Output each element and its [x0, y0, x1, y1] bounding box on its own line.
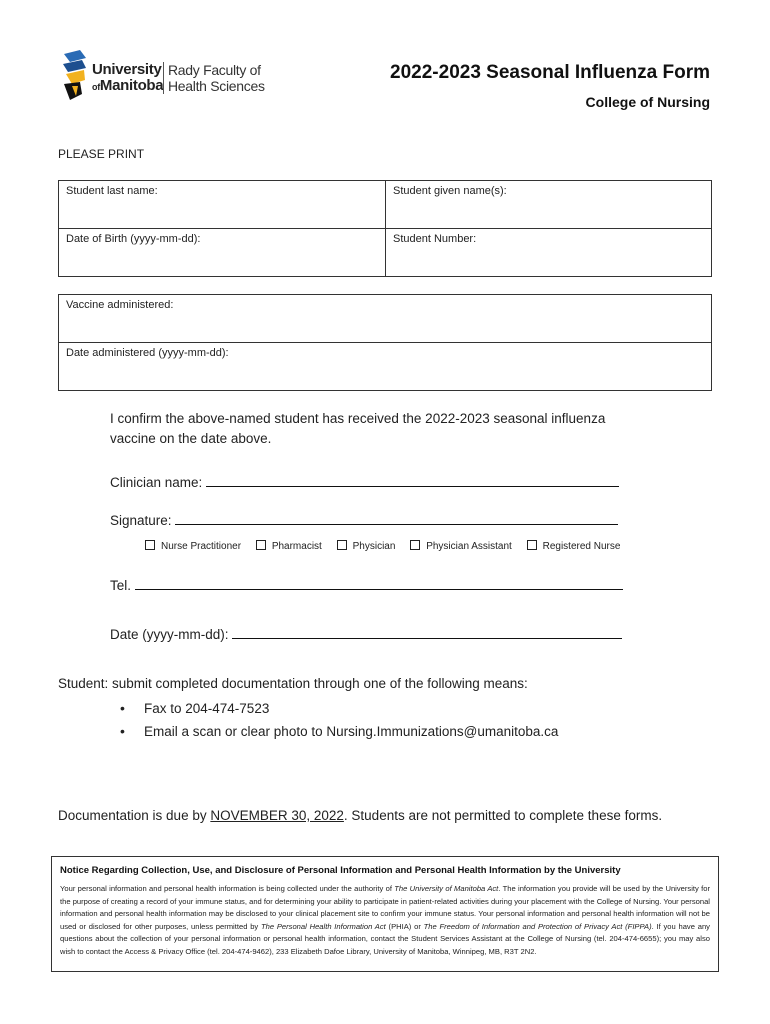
role-option-pharmacist[interactable]: Pharmacist: [256, 541, 322, 552]
clinician-name-row: [110, 472, 619, 490]
clinician-role-checkboxes: [145, 540, 632, 552]
checkbox-icon[interactable]: [145, 540, 155, 550]
checkbox-icon[interactable]: [527, 540, 537, 550]
vaccine-info-table: [58, 294, 712, 391]
clinician-date-row: [110, 624, 622, 642]
confirmation-statement: I confirm the above-named student has received the 2022-2023 seasonal influenza vaccine on the date above.: [110, 411, 606, 446]
date-administered-label: Date administered (yyyy-mm-dd):: [66, 347, 229, 359]
clinician-date-label: Date (yyyy-mm-dd):: [110, 627, 229, 642]
date-of-birth-field[interactable]: [59, 229, 386, 277]
tel-line[interactable]: [135, 575, 623, 590]
student-last-name-field[interactable]: [59, 181, 386, 229]
please-print-label: PLEASE PRINT: [58, 147, 145, 161]
role-option-nurse-practitioner[interactable]: Nurse Practitioner: [145, 541, 241, 552]
clinician-name-label: Clinician name:: [110, 475, 203, 490]
clinician-date-line[interactable]: [232, 624, 622, 639]
due-date-statement: Documentation is due by NOVEMBER 30, 2022. Students are not permitted to complete these forms.: [58, 808, 663, 823]
student-given-names-label: Student given name(s):: [393, 185, 507, 197]
checkbox-icon[interactable]: [410, 540, 420, 550]
list-item: [120, 697, 558, 720]
signature-row: [110, 510, 618, 528]
tel-row: [110, 575, 623, 593]
logo-divider: [163, 62, 164, 94]
clinician-name-line[interactable]: [206, 472, 619, 487]
privacy-notice-title: Notice Regarding Collection, Use, and Disclosure of Personal Information and Personal Health Information by the University: [60, 865, 621, 876]
checkbox-icon[interactable]: [337, 540, 347, 550]
privacy-notice-body: Your personal information and personal health information is being collected under the authority of The University of Manitoba Act. The information you provide will be used by the University for the purpose of creating a record of your immune status, and for determining your ability to participate in patient-related activities during your placement with the College of Nursing. Your personal information and personal health information may be disclosed to your clinical placement site to confirm your immune status. Your personal information and personal health information will not be used or disclosed for other purposes, unless permitted by The Personal Health Information Act (PHIA) or The Freedom of Information and Protection of Privacy Act (FIPPA). If you have any questions about the collection of your personal information or personal health information, contact the Student Services Assistant at the College of Nursing (tel. 204-474-6655); you may also wish to contact the Access & Privacy Office (tel. 204-474-9462), 233 Elizabeth Dafoe Library, University of Manitoba, Winnipeg, MB, R3T 2N2.: [60, 884, 710, 956]
date-of-birth-label: Date of Birth (yyyy-mm-dd):: [66, 233, 201, 245]
fax-option: Fax to 204-474-7523: [144, 701, 270, 716]
tel-label: Tel.: [110, 578, 132, 593]
privacy-notice-box: [51, 856, 719, 972]
submit-options-list: [120, 697, 558, 743]
student-last-name-label: Student last name:: [66, 185, 158, 197]
logo-university-name: University ofManitoba: [92, 61, 164, 94]
student-given-names-field[interactable]: [386, 181, 712, 229]
form-subtitle: College of Nursing: [585, 94, 710, 110]
student-info-table: [58, 180, 712, 277]
role-option-registered-nurse[interactable]: Registered Nurse: [527, 541, 621, 552]
checkbox-icon[interactable]: [256, 540, 266, 550]
submit-instruction: Student: submit completed documentation through one of the following means:: [58, 676, 528, 691]
role-option-physician[interactable]: Physician: [337, 541, 396, 552]
date-administered-field[interactable]: [59, 343, 712, 391]
list-item: [120, 720, 558, 743]
form-title: 2022-2023 Seasonal Influenza Form: [390, 62, 710, 83]
signature-label: Signature:: [110, 513, 172, 528]
signature-line[interactable]: [175, 510, 618, 525]
vaccine-administered-label: Vaccine administered:: [66, 299, 174, 311]
student-number-label: Student Number:: [393, 233, 477, 245]
role-option-physician-assistant[interactable]: Physician Assistant: [410, 541, 512, 552]
student-number-field[interactable]: [386, 229, 712, 277]
email-option[interactable]: Email a scan or clear photo to Nursing.Immunizations@umanitoba.ca: [144, 724, 559, 739]
vaccine-administered-field[interactable]: [59, 295, 712, 343]
due-date: NOVEMBER 30, 2022: [210, 808, 344, 823]
university-crest-icon: [60, 48, 90, 106]
logo-faculty-name: Rady Faculty of Health Sciences: [168, 62, 265, 94]
